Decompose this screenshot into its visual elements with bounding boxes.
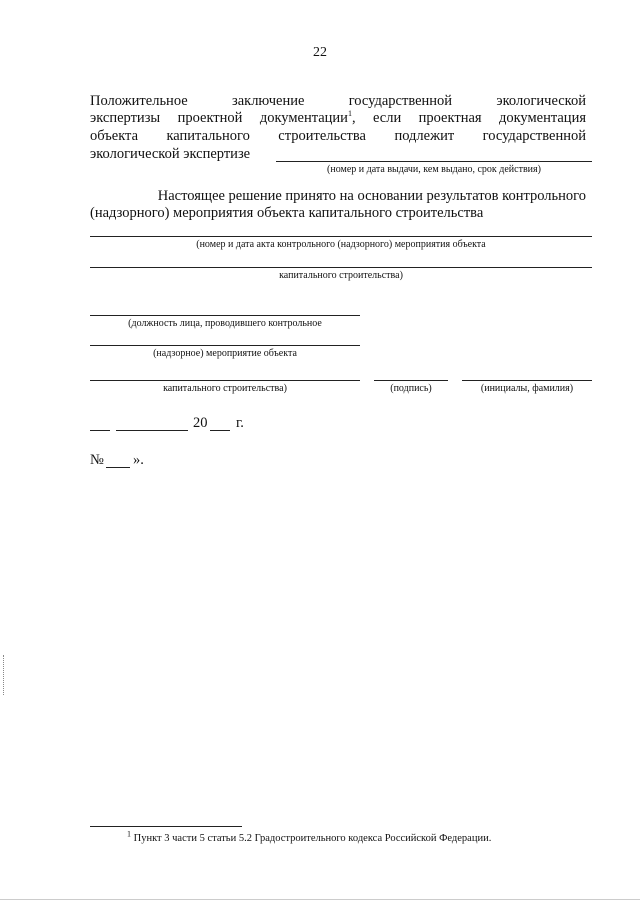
position-caption-3: капитального строительства) <box>163 383 287 394</box>
position-fill-line-1 <box>90 315 360 316</box>
decision-line-2: (надзорного) мероприятия объекта капитального строительства <box>90 205 484 221</box>
date-month-line <box>116 430 188 431</box>
date-day-line <box>90 430 110 431</box>
scan-edge-mark <box>3 655 4 695</box>
decision-line-1: Настоящее решение принято на основании результатов контрольного <box>157 188 586 204</box>
date-year-line <box>210 430 230 431</box>
footnote-mark: 1 <box>127 829 131 839</box>
decision-caption-2: капитального строительства) <box>279 270 403 281</box>
name-fill-line <box>462 380 592 381</box>
name-caption: (инициалы, фамилия) <box>480 383 574 394</box>
conclusion-line-2-b: , если проектная документация <box>351 110 586 126</box>
date-year-prefix: 20 <box>193 415 208 431</box>
footnote-separator <box>90 826 242 827</box>
footnote-text: Пункт 3 части 5 статьи 5.2 Градостроительного кодекса Российской Федерации. <box>133 833 492 844</box>
footnote <box>127 829 492 844</box>
number-fill-line <box>106 467 130 468</box>
conclusion-line-4: экологической экспертизе <box>90 146 251 162</box>
conclusion-line-2-a: экспертизы проектной документации <box>90 110 348 126</box>
signature-caption: (подпись) <box>390 383 432 394</box>
decision-caption-1: (номер и дата акта контрольного (надзорного) мероприятия объекта <box>196 239 486 250</box>
conclusion-fill-line <box>276 161 592 162</box>
decision-fill-line-1 <box>90 236 592 237</box>
conclusion-line-1: Положительное заключение государственной экологической <box>90 93 586 109</box>
conclusion-line-3: объекта капитального строительства подлежит государственной <box>90 128 586 144</box>
conclusion-line-2 <box>90 110 586 126</box>
position-fill-line-2 <box>90 345 360 346</box>
page-number: 22 <box>313 45 327 60</box>
number-closing: ». <box>133 452 144 468</box>
decision-fill-line-2 <box>90 267 592 268</box>
footnote-reference: 1 <box>347 109 352 119</box>
scan-bottom-edge <box>0 899 640 900</box>
number-sign: № <box>90 452 104 468</box>
signature-fill-line <box>374 380 448 381</box>
position-caption-1: (должность лица, проводившего контрольное <box>128 318 322 329</box>
position-caption-2: (надзорное) мероприятие объекта <box>153 348 297 359</box>
date-year-suffix: г. <box>236 415 244 431</box>
position-fill-line-3 <box>90 380 360 381</box>
conclusion-caption: (номер и дата выдачи, кем выдано, срок действия) <box>327 164 541 175</box>
